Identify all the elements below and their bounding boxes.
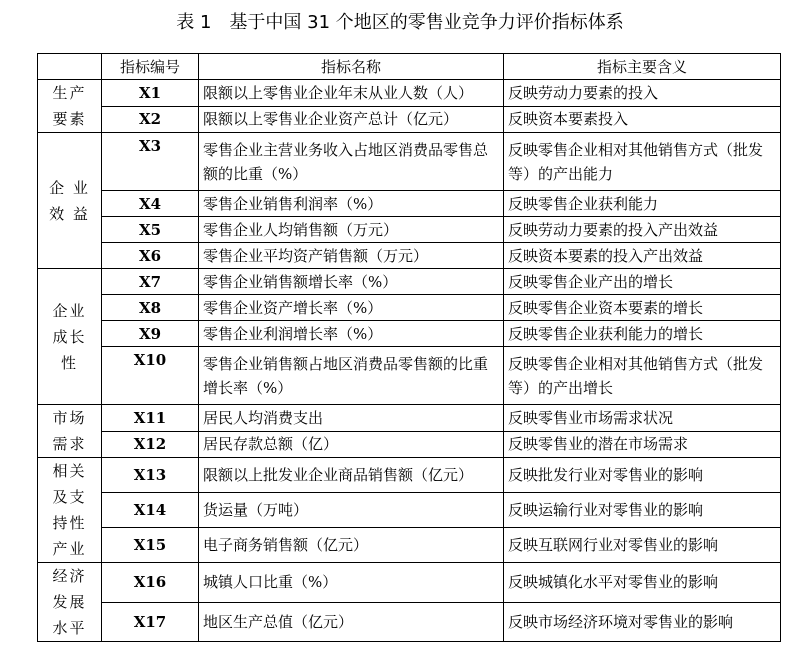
meaning-cell: 反映零售企业产出的增长 (504, 269, 781, 295)
meaning-cell: 反映资本要素投入 (504, 106, 781, 133)
code-cell: X15 (102, 528, 199, 563)
table-row (38, 269, 781, 295)
category-cell: 生产 要素 (38, 80, 102, 133)
table-row (38, 243, 781, 269)
code-cell: X7 (102, 269, 199, 295)
code-cell: X8 (102, 295, 199, 321)
meaning-cell: 反映零售企业资本要素的增长 (504, 295, 781, 321)
meaning-cell: 反映零售企业相对其他销售方式（批发等）的产出增长 (504, 347, 781, 405)
name-cell: 零售企业销售利润率（%） (199, 191, 504, 217)
table-row (38, 295, 781, 321)
name-cell: 零售企业利润增长率（%） (199, 321, 504, 347)
meaning-cell: 反映批发行业对零售业的影响 (504, 458, 781, 493)
meaning-cell: 反映劳动力要素的投入产出效益 (504, 217, 781, 243)
category-cell: 经济 发展 水平 (38, 563, 102, 642)
header-category (38, 54, 102, 80)
category-cell: 市场 需求 (38, 405, 102, 458)
table-row (38, 405, 781, 432)
category-cell: 企业 成长 性 (38, 269, 102, 405)
header-code: 指标编号 (102, 54, 199, 80)
name-cell: 零售企业销售额占地区消费品零售额的比重增长率（%） (199, 347, 504, 405)
table-row (38, 80, 781, 107)
meaning-cell: 反映互联网行业对零售业的影响 (504, 528, 781, 563)
name-cell: 限额以上零售业企业资产总计（亿元） (199, 106, 504, 133)
table-row (38, 458, 781, 493)
name-cell: 零售企业人均销售额（万元） (199, 217, 504, 243)
table-row (38, 602, 781, 642)
name-cell: 城镇人口比重（%） (199, 563, 504, 603)
category-cell: 企 业 效 益 (38, 133, 102, 269)
table-row (38, 493, 781, 528)
name-cell: 居民存款总额（亿） (199, 431, 504, 458)
name-cell: 货运量（万吨） (199, 493, 504, 528)
code-cell: X9 (102, 321, 199, 347)
code-cell: X17 (102, 602, 199, 642)
code-cell: X4 (102, 191, 199, 217)
indicator-table (37, 53, 781, 642)
name-cell: 零售企业平均资产销售额（万元） (199, 243, 504, 269)
name-cell: 零售企业主营业务收入占地区消费品零售总额的比重（%） (199, 133, 504, 191)
name-cell: 限额以上批发业企业商品销售额（亿元） (199, 458, 504, 493)
name-cell: 电子商务销售额（亿元） (199, 528, 504, 563)
name-cell: 地区生产总值（亿元） (199, 602, 504, 642)
table-row (38, 321, 781, 347)
header-meaning: 指标主要含义 (504, 54, 781, 80)
name-cell: 居民人均消费支出 (199, 405, 504, 432)
code-cell: X10 (102, 347, 199, 405)
code-cell: X3 (102, 133, 199, 191)
table-row (38, 563, 781, 603)
code-cell: X5 (102, 217, 199, 243)
code-cell: X6 (102, 243, 199, 269)
table-title: 表 1 基于中国 31 个地区的零售业竞争力评价指标体系 (176, 12, 624, 33)
meaning-cell: 反映劳动力要素的投入 (504, 80, 781, 107)
meaning-cell: 反映资本要素的投入产出效益 (504, 243, 781, 269)
meaning-cell: 反映城镇化水平对零售业的影响 (504, 563, 781, 603)
code-cell: X2 (102, 106, 199, 133)
header-row (38, 54, 781, 80)
meaning-cell: 反映零售企业相对其他销售方式（批发等）的产出能力 (504, 133, 781, 191)
meaning-cell: 反映市场经济环境对零售业的影响 (504, 602, 781, 642)
code-cell: X1 (102, 80, 199, 107)
name-cell: 零售企业资产增长率（%） (199, 295, 504, 321)
table-row (38, 133, 781, 191)
meaning-cell: 反映零售业市场需求状况 (504, 405, 781, 432)
meaning-cell: 反映零售企业获利能力 (504, 191, 781, 217)
code-cell: X16 (102, 563, 199, 603)
code-cell: X11 (102, 405, 199, 432)
table-row (38, 347, 781, 405)
table-row (38, 528, 781, 563)
meaning-cell: 反映零售企业获利能力的增长 (504, 321, 781, 347)
code-cell: X13 (102, 458, 199, 493)
category-cell: 相关 及支 持性 产业 (38, 458, 102, 563)
meaning-cell: 反映运输行业对零售业的影响 (504, 493, 781, 528)
table-row (38, 431, 781, 458)
meaning-cell: 反映零售业的潜在市场需求 (504, 431, 781, 458)
table-row (38, 217, 781, 243)
name-cell: 零售企业销售额增长率（%） (199, 269, 504, 295)
name-cell: 限额以上零售业企业年末从业人数（人） (199, 80, 504, 107)
code-cell: X14 (102, 493, 199, 528)
table-row (38, 191, 781, 217)
code-cell: X12 (102, 431, 199, 458)
header-name: 指标名称 (199, 54, 504, 80)
table-row (38, 106, 781, 133)
